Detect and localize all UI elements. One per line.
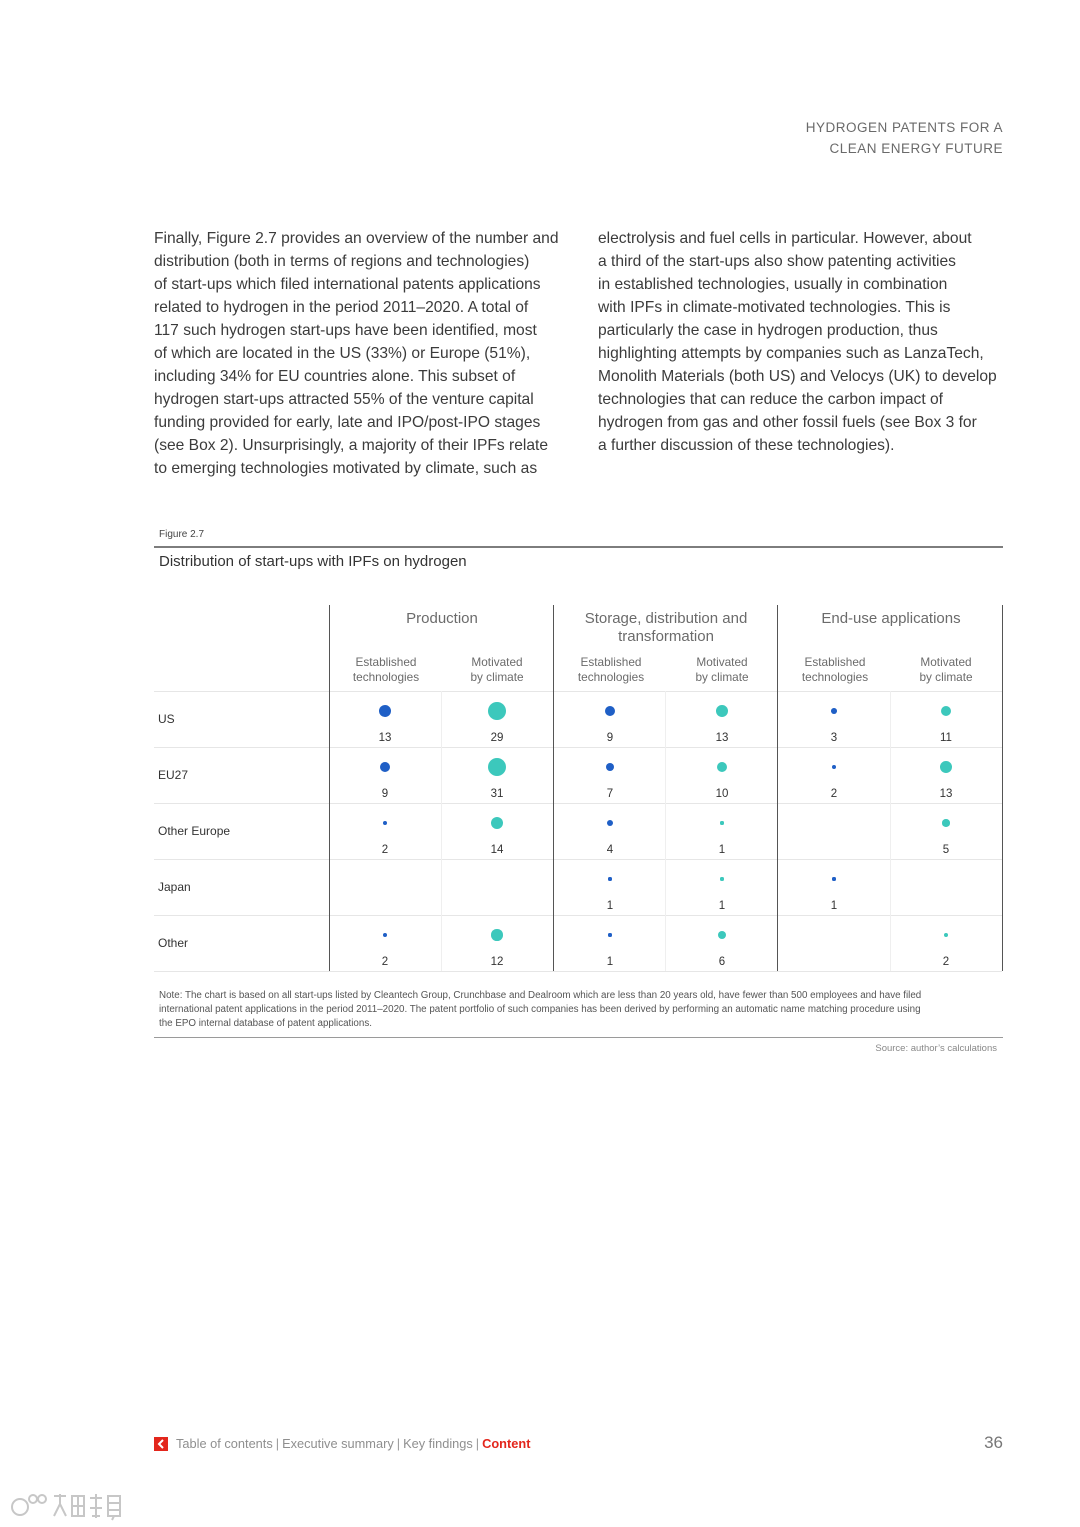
dot-eu27-end-use-established [832,765,837,770]
dot-us-end-use-established [831,708,837,714]
group-divider [553,605,554,971]
dot-eu27-end-use-motivated [940,761,952,773]
dot-eu27-storage-motivated [717,762,727,772]
page-number: 36 [984,1433,1003,1452]
dot-us-production-established [379,705,391,717]
column-header-production-motivated: Motivated by climate [470,654,524,684]
value-us-end-use-motivated: 11 [940,732,952,744]
group-header-end-use: End-use applications [821,610,961,627]
footer-link-table-of-contents[interactable]: Table of contents [176,1436,273,1451]
body-text-left-column: Finally, Figure 2.7 provides an overview of the number and distribution (both in terms of regions and technologies) of start-ups which filed international patents applications related to hydrogen in the period 2011–2020. A total of 117 such hydrogen start-ups have been identified, most of which are located in the US (33%) or Europe (51%), including 34% for EU countries alone. This subset of hydrogen start-ups attracted 55% of the venture capital funding provided for early, late and IPO/post-IPO stages (see Box 2). Unsurprisingly, a majority of their IPFs relate to emerging technologies motivated by climate, such as [154,229,559,478]
value-japan-storage-motivated: 1 [718,900,726,912]
value-other-production-motivated: 12 [490,956,504,968]
figure-label: Figure 2.7 [159,529,205,540]
value-us-end-use-established: 3 [830,732,838,744]
row-label-us: US [158,712,175,726]
column-header-storage-motivated: Motivated by climate [695,654,749,684]
dot-other-storage-motivated [718,931,726,939]
group-divider [1002,605,1003,971]
figure-note: Note: The chart is based on all start-ups listed by Cleantech Group, Crunchbase and Dealroom which are less than 20 years old, have fewer than 500 employees and have filed international patent applications in the period 2011–2020. The patent portfolio of such companies has been derived by performing an automatic name matching procedure using the EPO internal database of patent applications. [159,990,922,1029]
value-other-end-use-motivated: 2 [942,956,950,968]
row-divider [154,915,1002,916]
value-other-europe-production-motivated: 14 [490,844,504,856]
footer-separator: | [275,1436,280,1451]
value-eu27-storage-established: 7 [606,788,614,800]
value-us-production-established: 13 [378,732,392,744]
footer-separator: | [475,1436,480,1451]
column-divider-faint [441,691,442,971]
row-label-japan: Japan [158,880,191,894]
dot-eu27-production-established [380,762,390,772]
body-text-right-column: electrolysis and fuel cells in particular. However, about a third of the start-ups also show patenting activities in established technologies, usually in combination with IPFs in climate-motivated technologies. This is particularly the case in hydrogen production, thus highlighting attempts by companies such as LanzaTech, Monolith Materials (both US) and Velocys (UK) to develop technologies that can reduce the carbon impact of hydrogen from gas and other fossil fuels (see Box 3 for a further discussion of these technologies). [598,229,997,455]
value-japan-storage-established: 1 [606,900,614,912]
running-header-line-2: CLEAN ENERGY FUTURE [829,140,1003,156]
dot-us-storage-established [605,706,615,716]
footer-link-key-findings[interactable]: Key findings [403,1436,473,1451]
dot-us-production-motivated [488,702,506,720]
dot-eu27-storage-established [606,763,615,772]
value-other-production-established: 2 [381,956,389,968]
dot-japan-storage-motivated [720,877,723,880]
dot-japan-storage-established [608,877,611,880]
figure-bottom-rule [154,1037,1003,1038]
dot-other-production-motivated [491,929,502,940]
column-divider-faint [890,691,891,971]
row-divider [154,971,1002,972]
value-other-europe-storage-established: 4 [606,844,614,856]
row-label-eu27: EU27 [158,768,189,782]
column-header-production-established: Established technologies [352,654,420,684]
footer-separator: | [396,1436,401,1451]
value-other-europe-production-established: 2 [381,844,389,856]
figure-title: Distribution of start-ups with IPFs on hydrogen [159,553,467,570]
dot-other-end-use-motivated [944,933,949,938]
value-japan-end-use-established: 1 [830,900,838,912]
value-us-storage-established: 9 [606,732,614,744]
dot-other-europe-end-use-motivated [942,819,949,826]
row-divider [154,747,1002,748]
dot-japan-end-use-established [832,877,835,880]
value-eu27-production-established: 9 [381,788,389,800]
dot-other-europe-storage-established [607,820,614,827]
value-other-storage-motivated: 6 [718,956,726,968]
footer-link-executive-summary[interactable]: Executive summary [282,1436,394,1451]
row-label-other-europe: Other Europe [158,824,231,838]
back-button[interactable] [154,1437,168,1451]
column-header-end-use-established: Established technologies [801,654,869,684]
value-eu27-production-motivated: 31 [490,788,504,800]
dot-us-end-use-motivated [941,706,952,717]
footer-link-content[interactable]: Content [482,1436,531,1451]
value-other-europe-storage-motivated: 1 [718,844,726,856]
running-header-line-1: HYDROGEN PATENTS FOR A [805,119,1003,135]
dot-other-europe-storage-motivated [720,821,723,824]
group-header-production: Production [406,610,478,627]
row-label-other: Other [158,936,189,950]
value-eu27-end-use-motivated: 13 [939,788,953,800]
value-us-production-motivated: 29 [490,732,504,744]
row-divider [154,803,1002,804]
column-header-end-use-motivated: Motivated by climate [919,654,973,684]
value-other-storage-established: 1 [606,956,614,968]
dot-other-production-established [383,933,388,938]
column-divider-faint [665,691,666,971]
dot-other-europe-production-motivated [491,817,503,829]
value-eu27-storage-motivated: 10 [715,788,729,800]
watermark-logo [8,1490,144,1522]
figure-top-rule [154,546,1003,548]
chevron-left-icon [157,1439,165,1449]
value-other-europe-end-use-motivated: 5 [942,844,950,856]
column-header-storage-established: Established technologies [577,654,645,684]
value-us-storage-motivated: 13 [715,732,729,744]
row-divider [154,691,1002,692]
group-header-storage: Storage, distribution and transformation [584,610,748,645]
dot-us-storage-motivated [716,705,728,717]
footer-nav [176,1436,530,1452]
dot-other-storage-established [608,933,611,936]
group-divider [329,605,330,971]
dot-other-europe-production-established [383,821,388,826]
figure-source: Source: author’s calculations [875,1043,997,1054]
dot-eu27-production-motivated [488,758,506,776]
value-eu27-end-use-established: 2 [830,788,838,800]
row-divider [154,859,1002,860]
